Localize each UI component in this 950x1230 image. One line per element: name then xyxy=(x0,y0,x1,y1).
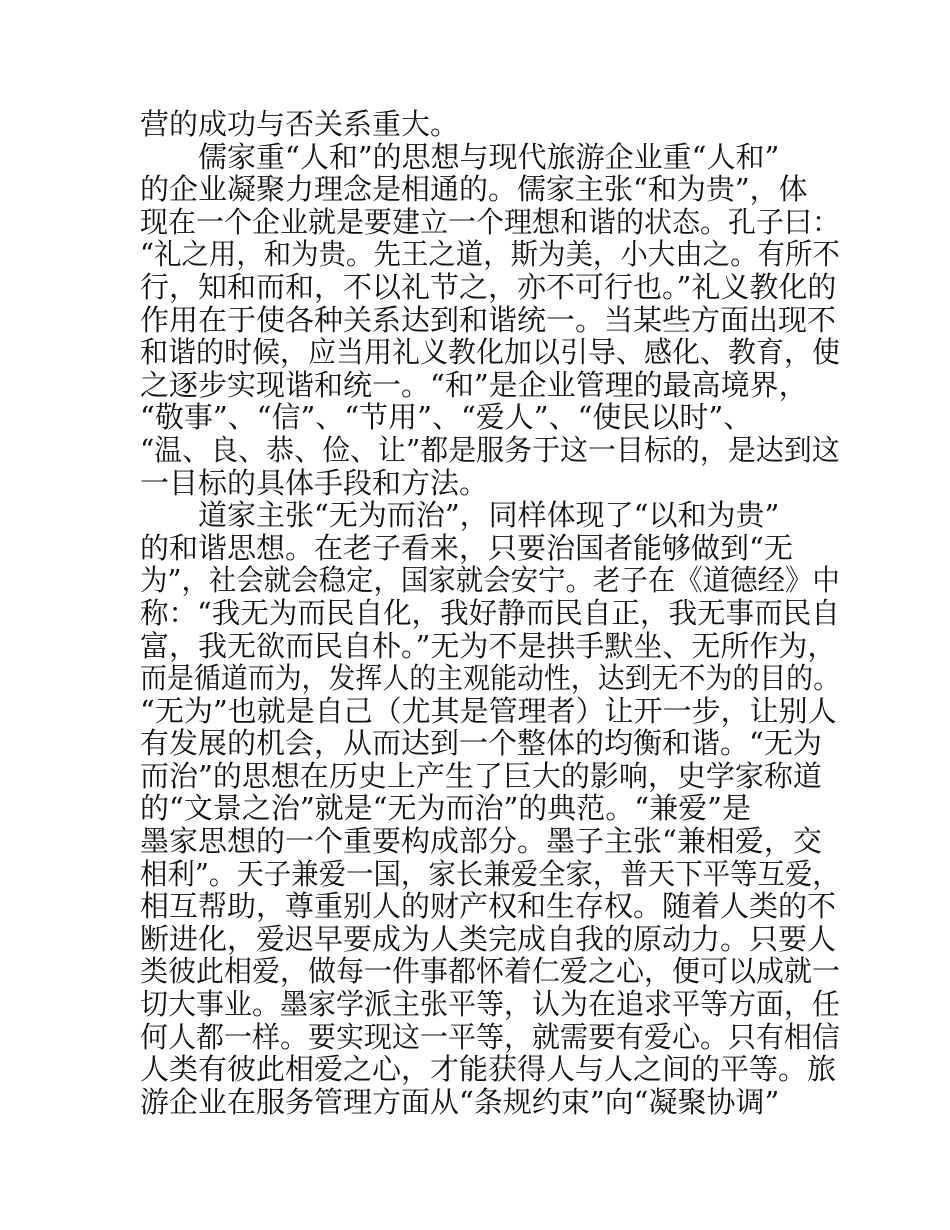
text-line: “礼之用，和为贵。先王之道，斯为美，小大由之。有所不 xyxy=(140,237,840,272)
text-line: 的企业凝聚力理念是相通的。儒家主张“和为贵”，体 xyxy=(140,172,808,207)
text-line: 营的成功与否关系重大。 xyxy=(140,107,460,141)
text-line: 的“文景之治”就是“无为而治”的典范。“兼爱”是 xyxy=(140,791,751,826)
text-line: 类彼此相爱，做每一件事都怀着仁爱之心，便可以成就一 xyxy=(140,954,841,989)
text-line: 而治”的思想在历史上产生了巨大的影响，史学家称道 xyxy=(140,758,822,793)
text-line: 相互帮助，尊重别人的财产权和生存权。随着人类的不 xyxy=(140,889,837,924)
text-line: 断进化，爱迟早要成为人类完成自我的原动力。只要人 xyxy=(140,921,837,956)
text-line: 为”，社会就会稳定，国家就会安宁。老子在《道德经》中 xyxy=(140,563,840,598)
text-line: 的和谐思想。在老子看来，只要治国者能够做到“无 xyxy=(140,530,793,565)
text-line: “敬事”、“信”、“节用”、“爱人”、“使民以时”、 xyxy=(140,400,753,435)
text-line: 墨家思想的一个重要构成部分。墨子主张“兼相爱，交 xyxy=(140,824,822,859)
text-line: 而是循道而为，发挥人的主观能动性，达到无不为的目的。 xyxy=(140,661,841,696)
text-line: 儒家重“人和”的思想与现代旅游企业重“人和” xyxy=(198,139,780,174)
text-line: 道家主张“无为而治”，同样体现了“以和为贵” xyxy=(198,498,780,533)
text-line: 作用在于使各种关系达到和谐统一。当某些方面出现不 xyxy=(140,302,837,337)
text-line: 一目标的具体手段和方法。 xyxy=(140,465,489,500)
body-text xyxy=(140,108,840,1118)
text-line: 和谐的时候，应当用礼义教化加以引导、感化、教育，使 xyxy=(140,335,841,370)
text-line: 何人都一样。要实现这一平等，就需要有爱心。只有相信 xyxy=(140,1019,841,1054)
text-line: 行，知和而和，不以礼节之，亦不可行也。”礼义教化的 xyxy=(140,269,837,304)
text-line: 之逐步实现谐和统一。“和”是企业管理的最高境界， xyxy=(140,367,808,402)
text-line: 富，我无欲而民自朴。”无为不是拱手默坐、无所作为， xyxy=(140,628,837,663)
text-line: 现在一个企业就是要建立一个理想和谐的状态。孔子曰： xyxy=(140,204,841,239)
text-line: 切大事业。墨家学派主张平等，认为在追求平等方面，任 xyxy=(140,987,841,1022)
text-line: 人类有彼此相爱之心，才能获得人与人之间的平等。旅 xyxy=(140,1052,837,1087)
text-line: 相利”。天子兼爱一国，家长兼爱全家，普天下平等互爱， xyxy=(140,856,840,891)
text-line: 游企业在服务管理方面从“条规约束”向“凝聚协调” xyxy=(140,1084,780,1119)
text-line: “温、良、恭、俭、让”都是服务于这一目标的，是达到这 xyxy=(140,432,840,467)
text-line: 称：“我无为而民自化，我好静而民自正，我无事而民自 xyxy=(140,595,840,630)
text-line: “无为”也就是自己（尤其是管理者）让开一步，让别人 xyxy=(140,693,837,728)
text-line: 有发展的机会，从而达到一个整体的均衡和谐。“无为 xyxy=(140,726,822,761)
